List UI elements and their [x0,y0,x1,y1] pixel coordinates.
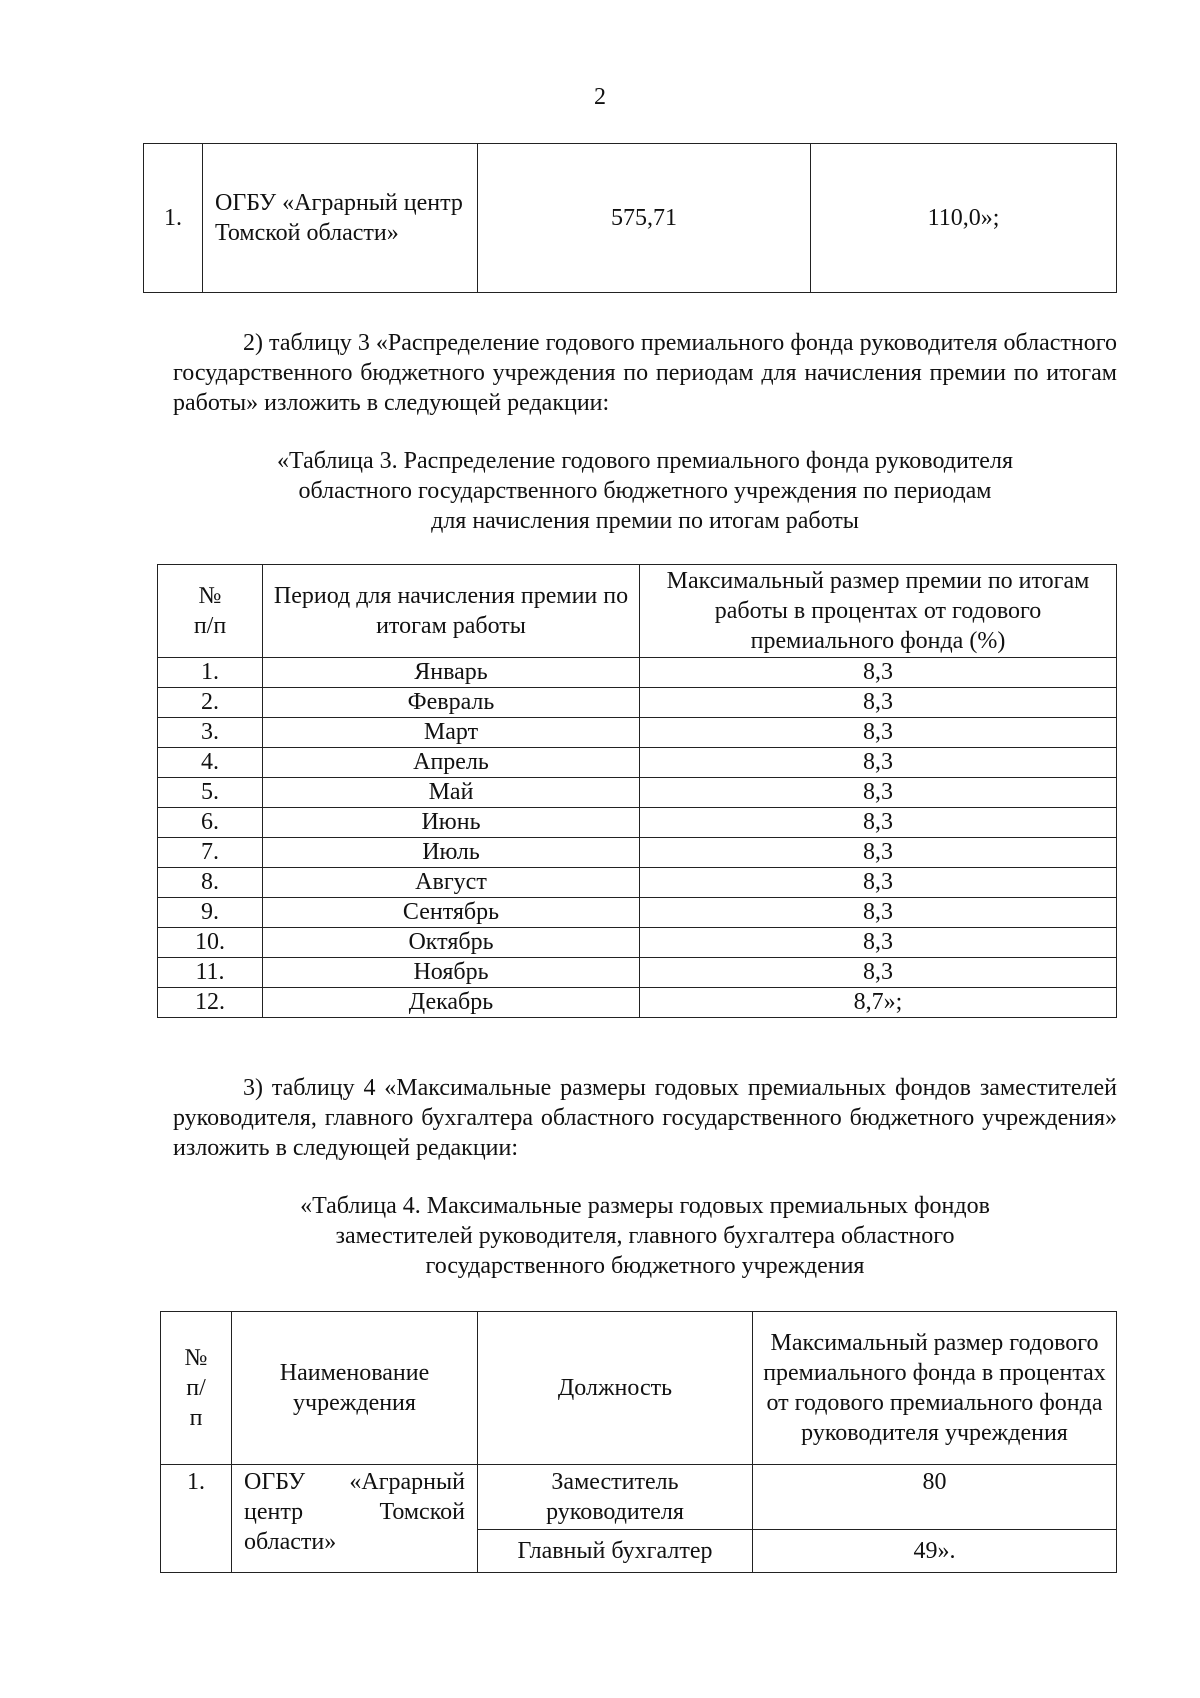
table-4 [160,1311,1117,1573]
table-3-caption [173,446,1117,536]
row-number: 3. [158,718,263,748]
page-number: 2 [594,84,606,110]
table-4-caption [173,1191,1117,1281]
table-row [158,838,1117,868]
table-row [158,988,1117,1018]
caption-line: для начисления премии по итогам работы [431,508,859,534]
row-number: 9. [158,898,263,928]
row-number: 1. [158,658,263,688]
value-cell: 8,3 [640,868,1117,898]
position-accountant: Главный бухгалтер [478,1530,753,1573]
table-header-row [158,565,1117,658]
value-cell: 8,7»; [640,988,1117,1018]
row-number: 2. [158,688,263,718]
table-row [158,868,1117,898]
header-num: № п/п [158,565,263,658]
value-b: 110,0»; [811,144,1117,293]
month-cell: Март [263,718,640,748]
table-row [158,688,1117,718]
header-num: № п/п [161,1312,232,1465]
month-cell: Октябрь [263,928,640,958]
month-cell: Февраль [263,688,640,718]
position-deputy: Заместитель руководителя [478,1465,753,1530]
caption-line: государственного бюджетного учреждения [425,1253,865,1279]
row-number: 1. [161,1465,232,1573]
month-cell: Декабрь [263,988,640,1018]
header-position: Должность [478,1312,753,1465]
table-row [158,748,1117,778]
value-cell: 8,3 [640,898,1117,928]
table-2-continuation [143,143,1117,293]
header-max: Максимальный размер премии по итогам работы в процентах от годового премиального фонда (%) [640,565,1117,658]
month-cell: Ноябрь [263,958,640,988]
row-number: 12. [158,988,263,1018]
value-cell: 8,3 [640,808,1117,838]
item-3-text: 3) таблицу 4 «Максимальные размеры годовых премиальных фондов заместителей руководителя, главного бухгалтера областного государственного бюджетного учреждения» изложить в следующей редакции: [173,1075,1117,1161]
table-row [158,898,1117,928]
header-max: Максимальный размер годового премиального фонда в процентах от годового премиального фонда руководителя учреждения [753,1312,1117,1465]
table-header-row [161,1312,1117,1465]
month-cell: Сентябрь [263,898,640,928]
caption-line: «Таблица 4. Максимальные размеры годовых премиальных фондов [300,1193,990,1219]
table-row [144,144,1117,293]
caption-line: заместителей руководителя, главного бухгалтера областного [335,1223,955,1249]
month-cell: Май [263,778,640,808]
row-number: 4. [158,748,263,778]
value-cell: 8,3 [640,658,1117,688]
value-cell: 8,3 [640,778,1117,808]
month-cell: Апрель [263,748,640,778]
table-row [158,958,1117,988]
item-3-paragraph [173,1073,1117,1163]
value-cell: 8,3 [640,838,1117,868]
value-cell: 8,3 [640,928,1117,958]
table-3 [157,564,1117,1018]
row-number: 6. [158,808,263,838]
item-2-text: 2) таблицу 3 «Распределение годового премиального фонда руководителя областного государственного бюджетного учреждения по периодам для начисления премии по итогам работы» изложить в следующей редакции: [173,330,1117,416]
value-accountant: 49». [753,1530,1117,1573]
header-institution: Наименование учреждения [232,1312,478,1465]
table-row [161,1465,1117,1530]
institution-name: ОГБУ «Аграрный центр Томской области» [232,1465,478,1573]
table-row [158,718,1117,748]
month-cell: Август [263,868,640,898]
caption-line: областного государственного бюджетного учреждения по периодам [298,478,992,504]
row-number: 10. [158,928,263,958]
row-number: 1. [144,144,203,293]
value-cell: 8,3 [640,718,1117,748]
institution-name: ОГБУ «Аграрный центр Томской области» [203,144,478,293]
row-number: 7. [158,838,263,868]
month-cell: Июнь [263,808,640,838]
header-period: Период для начисления премии по итогам работы [263,565,640,658]
value-deputy: 80 [753,1465,1117,1530]
value-a: 575,71 [478,144,811,293]
row-number: 5. [158,778,263,808]
table-row [158,658,1117,688]
item-2-paragraph [173,328,1117,418]
row-number: 8. [158,868,263,898]
table-row [158,928,1117,958]
month-cell: Июль [263,838,640,868]
month-cell: Январь [263,658,640,688]
value-cell: 8,3 [640,958,1117,988]
caption-line: «Таблица 3. Распределение годового премиального фонда руководителя [277,448,1013,474]
table-row [158,778,1117,808]
table-row [158,808,1117,838]
value-cell: 8,3 [640,688,1117,718]
value-cell: 8,3 [640,748,1117,778]
row-number: 11. [158,958,263,988]
